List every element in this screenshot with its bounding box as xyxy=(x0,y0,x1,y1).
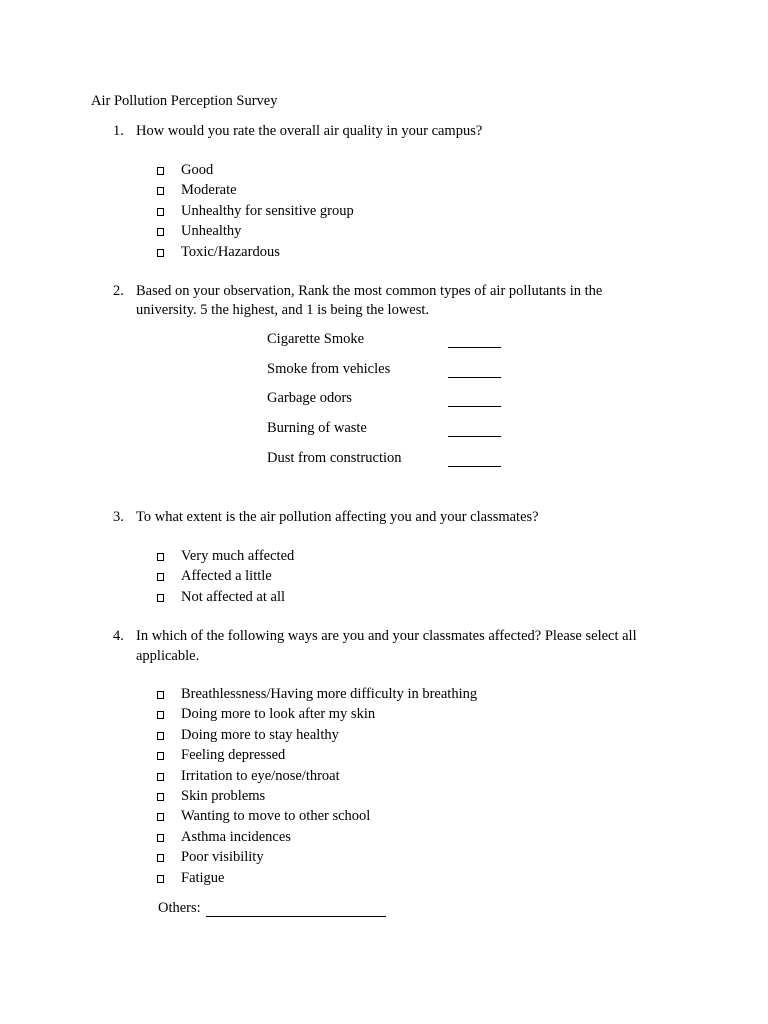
rank-blank[interactable] xyxy=(448,363,501,378)
others-label: Others: xyxy=(158,900,201,916)
q4-option-checkbox[interactable] xyxy=(157,793,164,801)
q4-option-checkbox[interactable] xyxy=(157,875,164,883)
q4-option-label: Skin problems xyxy=(181,788,266,804)
survey-title: Air Pollution Perception Survey xyxy=(91,93,278,109)
q1-option-checkbox[interactable] xyxy=(157,228,164,236)
q1-option-label: Unhealthy for sensitive group xyxy=(181,203,354,219)
q1-option-checkbox[interactable] xyxy=(157,249,164,257)
question-2-number: 2. xyxy=(113,283,124,299)
q4-option-checkbox[interactable] xyxy=(157,732,164,740)
q1-option-label: Moderate xyxy=(181,182,237,198)
q4-option-label: Asthma incidences xyxy=(181,829,291,845)
q4-option-label: Irritation to eye/nose/throat xyxy=(181,768,340,784)
q4-option-checkbox[interactable] xyxy=(157,834,164,842)
rank-item-label: Burning of waste xyxy=(267,420,367,436)
question-2-text-line1: Based on your observation, Rank the most common types of air pollutants in the xyxy=(136,283,603,299)
rank-blank[interactable] xyxy=(448,333,501,348)
others-input-line[interactable] xyxy=(206,902,386,917)
q3-option-checkbox[interactable] xyxy=(157,573,164,581)
question-1-text: How would you rate the overall air quality in your campus? xyxy=(136,123,483,139)
q3-option-label: Affected a little xyxy=(181,568,272,584)
q4-option-checkbox[interactable] xyxy=(157,711,164,719)
q1-option-checkbox[interactable] xyxy=(157,167,164,175)
rank-item-label: Dust from construction xyxy=(267,450,402,466)
q4-option-checkbox[interactable] xyxy=(157,752,164,760)
q4-option-checkbox[interactable] xyxy=(157,691,164,699)
q4-option-label: Wanting to move to other school xyxy=(181,808,371,824)
q4-option-label: Doing more to stay healthy xyxy=(181,727,339,743)
q4-option-label: Breathlessness/Having more difficulty in breathing xyxy=(181,686,478,702)
q3-option-checkbox[interactable] xyxy=(157,594,164,602)
rank-blank[interactable] xyxy=(448,452,501,467)
rank-item-label: Smoke from vehicles xyxy=(267,361,391,377)
q1-option-checkbox[interactable] xyxy=(157,208,164,216)
q4-option-label: Feeling depressed xyxy=(181,747,286,763)
question-4-text-line1: In which of the following ways are you and your classmates affected? Please select all xyxy=(136,628,637,644)
q4-option-checkbox[interactable] xyxy=(157,854,164,862)
rank-item-label: Garbage odors xyxy=(267,390,352,406)
question-1-number: 1. xyxy=(113,123,124,139)
q1-option-label: Good xyxy=(181,162,214,178)
q4-option-label: Doing more to look after my skin xyxy=(181,706,376,722)
q1-option-label: Unhealthy xyxy=(181,223,242,239)
q4-option-label: Poor visibility xyxy=(181,849,264,865)
q4-option-checkbox[interactable] xyxy=(157,773,164,781)
q3-option-label: Very much affected xyxy=(181,548,295,564)
q4-option-label: Fatigue xyxy=(181,870,225,886)
rank-blank[interactable] xyxy=(448,422,501,437)
question-4-number: 4. xyxy=(113,628,124,644)
question-4-text-line2: applicable. xyxy=(136,648,200,664)
q1-option-checkbox[interactable] xyxy=(157,187,164,195)
question-2-text-line2: university. 5 the highest, and 1 is being the lowest. xyxy=(136,302,430,318)
question-3-text: To what extent is the air pollution affecting you and your classmates? xyxy=(136,509,539,525)
q3-option-label: Not affected at all xyxy=(181,589,285,605)
rank-blank[interactable] xyxy=(448,392,501,407)
q1-option-label: Toxic/Hazardous xyxy=(181,244,280,260)
q3-option-checkbox[interactable] xyxy=(157,553,164,561)
q4-option-checkbox[interactable] xyxy=(157,813,164,821)
question-3-number: 3. xyxy=(113,509,124,525)
rank-item-label: Cigarette Smoke xyxy=(267,331,365,347)
